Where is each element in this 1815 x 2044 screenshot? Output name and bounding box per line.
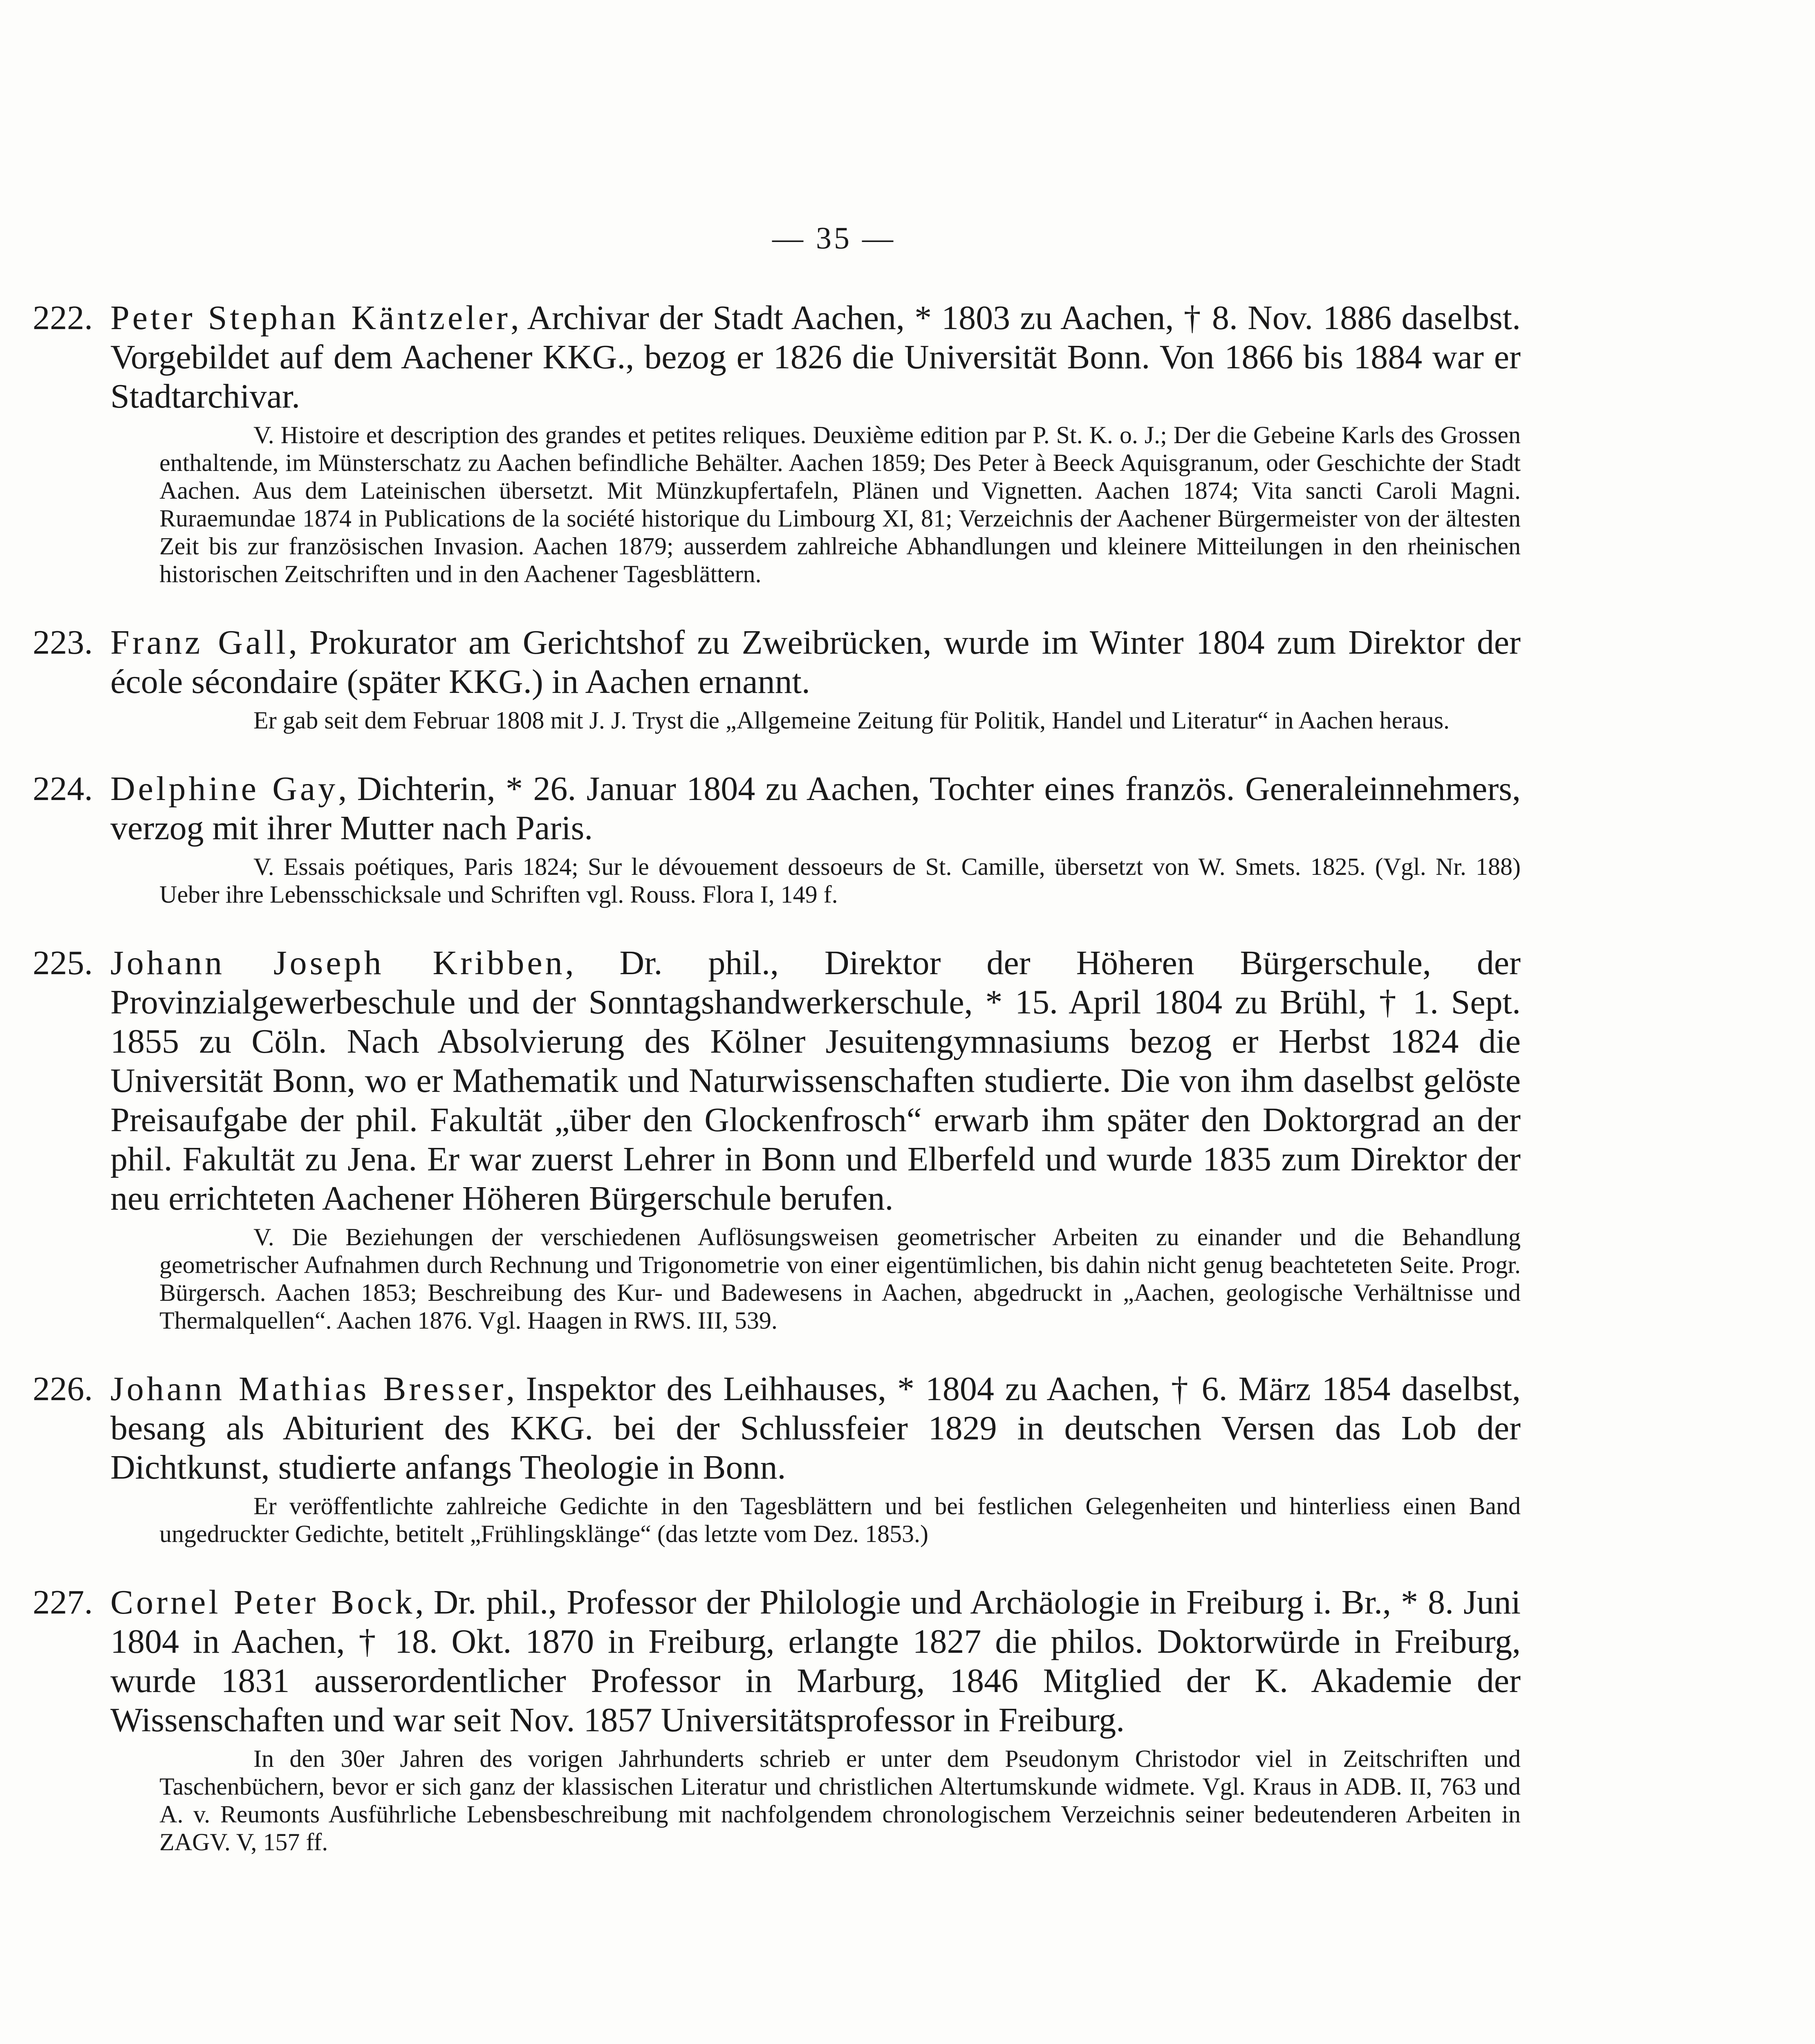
- entry-main-text: [110, 944, 1521, 1218]
- entry-227: [33, 1583, 1521, 1856]
- entry-name: Johann Mathias Bresser: [110, 1370, 506, 1408]
- entry-note: V. Histoire et description des grandes et petites reliques. Deuxième edition par P. St. K. o. J.; Der die Gebeine Karls des Grossen enthaltende, im Münsterschatz zu Aachen befindliche Behälter. Aachen 1859; Des Peter à Beeck Aquisgranum, oder Geschichte der Stadt Aachen. Aus dem Lateinischen übersetzt. Mit Münzkupfertafeln, Plänen und Vignetten. Aachen 1874; Vita sancti Caroli Magni. Ruraemundae 1874 in Publications de la société historique du Limbourg XI, 81; Verzeichnis der Aachener Bürgermeister von der ältesten Zeit bis zur französischen Invasion. Aachen 1879; ausserdem zahlreiche Abhandlungen und kleinere Mitteilungen in den rheinischen historischen Zeitschriften und in den Aachener Tagesblättern.: [159, 421, 1521, 587]
- entry-head: [33, 769, 1521, 848]
- entry-name: Franz Gall: [110, 623, 289, 661]
- entry-name: Johann Joseph Kribben: [110, 944, 565, 982]
- entry-main-text: [110, 623, 1521, 702]
- entry-number: 223.: [33, 623, 93, 661]
- entry-222: [33, 298, 1521, 588]
- entry-head: [33, 1369, 1521, 1487]
- entry-number: 225.: [33, 944, 93, 982]
- page-number: — 35 —: [772, 221, 896, 256]
- entry-note: Er veröffentlichte zahlreiche Gedichte in den Tagesblättern und bei festlichen Gelegenheiten und hinterliess einen Band ungedruckter Gedichte, betitelt „Frühlingsklänge“ (das letzte vom Dez. 1853.): [159, 1493, 1521, 1547]
- entry-body: , Archivar der Stadt Aachen, * 1803 zu Aachen, † 8. Nov. 1886 daselbst. Vorgebildet auf dem Aachener KKG., bezog er 1826 die Universität Bonn. Von 1866 bis 1884 war er Stadtarchivar.: [110, 299, 1521, 415]
- entry-number: 222.: [33, 299, 93, 337]
- entry-body: , Dr. phil., Professor der Philologie und Archäologie in Freiburg i. Br., * 8. Juni 1804 in Aachen, † 18. Okt. 1870 in Freiburg, erlangte 1827 die philos. Doktorwürde in Freiburg, wurde 1831 ausserordentlicher Professor in Marburg, 1846 Mitglied der K. Akademie der Wissenschaften und war seit Nov. 1857 Universitätsprofessor in Freiburg.: [110, 1583, 1521, 1739]
- entry-head: [33, 944, 1521, 1218]
- entry-main-text: [110, 769, 1521, 848]
- entry-head: [33, 1583, 1521, 1740]
- entry-note: V. Die Beziehungen der verschiedenen Auflösungsweisen geometrischer Arbeiten zu einander und die Behandlung geometrischer Aufnahmen durch Rechnung und Trigonometrie von einer eigentümlichen, bis dahin nicht genug beachteteten Seite. Progr. Bürgersch. Aachen 1853; Beschreibung des Kur- und Badewesens in Aachen, abgedruckt in „Aachen, geologische Verhältnisse und Thermalquellen“. Aachen 1876. Vgl. Haagen in RWS. III, 539.: [159, 1224, 1521, 1334]
- entry-225: [33, 944, 1521, 1334]
- entry-main-text: [110, 1583, 1521, 1740]
- entry-name: Cornel Peter Bock: [110, 1583, 415, 1621]
- entry-head: [33, 298, 1521, 416]
- entry-list: [33, 298, 1521, 1891]
- entry-main-text: [110, 298, 1521, 416]
- entry-note: In den 30er Jahren des vorigen Jahrhunderts schrieb er unter dem Pseudonym Christodor viel in Zeitschriften und Taschenbüchern, bevor er sich ganz der klassischen Literatur und christlichen Altertumskunde widmete. Vgl. Kraus in ADB. II, 763 und A. v. Reumonts Ausführliche Lebensbeschreibung mit nachfolgendem chronologischem Verzeichnis seiner bedeutenderen Arbeiten in ZAGV. V, 157 ff.: [159, 1745, 1521, 1856]
- entry-head: [33, 623, 1521, 702]
- entry-body: , Dr. phil., Direktor der Höheren Bürgerschule, der Provinzialgewerbeschule und der Sonntagshandwerkerschule, * 15. April 1804 zu Brühl, † 1. Sept. 1855 zu Cöln. Nach Absolvierung des Kölner Jesuitengymnasiums bezog er Herbst 1824 die Universität Bonn, wo er Mathematik und Naturwissenschaften studierte. Die von ihm daselbst gelöste Preisaufgabe der phil. Fakultät „über den Glockenfrosch“ erwarb ihm später den Doktorgrad an der phil. Fakultät zu Jena. Er war zuerst Lehrer in Bonn und Elberfeld und wurde 1835 zum Direktor der neu errichteten Aachener Höheren Bürgerschule berufen.: [110, 944, 1521, 1217]
- entry-226: [33, 1369, 1521, 1548]
- entry-number: 224.: [33, 770, 93, 808]
- entry-body: , Dichterin, * 26. Januar 1804 zu Aachen, Tochter eines französ. Generaleinnehmers, verzog mit ihrer Mutter nach Paris.: [110, 770, 1521, 847]
- entry-main-text: [110, 1369, 1521, 1487]
- entry-number: 227.: [33, 1583, 93, 1621]
- entry-note: V. Essais poétiques, Paris 1824; Sur le dévouement dessoeurs de St. Camille, übersetzt von W. Smets. 1825. (Vgl. Nr. 188) Ueber ihre Lebensschicksale und Schriften vgl. Rouss. Flora I, 149 f.: [159, 853, 1521, 908]
- entry-number: 226.: [33, 1370, 93, 1408]
- entry-name: Delphine Gay: [110, 770, 338, 808]
- entry-note: Er gab seit dem Februar 1808 mit J. J. Tryst die „Allgemeine Zeitung für Politik, Handel und Literatur“ in Aachen heraus.: [253, 707, 1450, 734]
- entry-body: , Inspektor des Leihhauses, * 1804 zu Aachen, † 6. März 1854 daselbst, besang als Abiturient des KKG. bei der Schlussfeier 1829 in deutschen Versen das Lob der Dichtkunst, studierte anfangs Theologie in Bonn.: [110, 1370, 1521, 1486]
- entry-body: , Prokurator am Gerichtshof zu Zweibrücken, wurde im Winter 1804 zum Direktor der école sécondaire (später KKG.) in Aachen ernannt.: [110, 623, 1521, 701]
- entry-224: [33, 769, 1521, 908]
- entry-223: [33, 623, 1521, 734]
- entry-name: Peter Stephan Käntzeler: [110, 299, 511, 337]
